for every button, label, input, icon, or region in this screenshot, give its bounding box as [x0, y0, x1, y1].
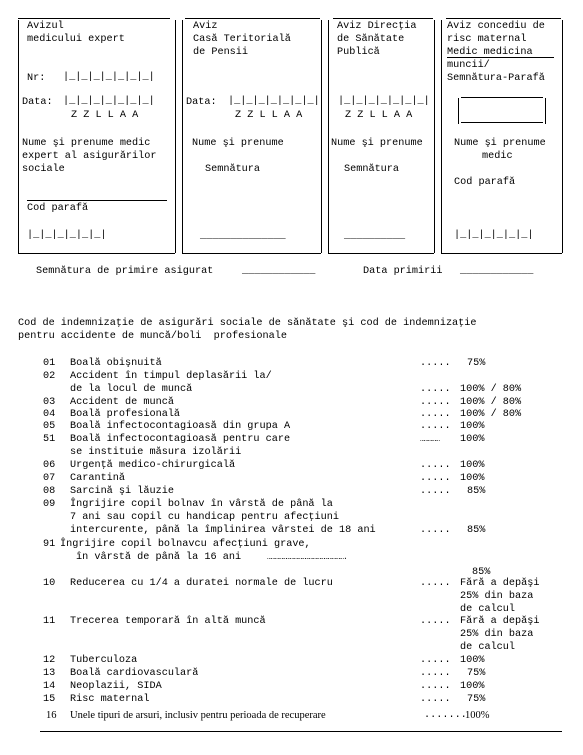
code-number: 10 — [43, 578, 56, 589]
code-number: 91 — [43, 539, 56, 550]
code-description: Risc maternal — [70, 694, 150, 705]
code-number: 15 — [43, 694, 56, 705]
code-description: intercurente, până la împlinirea vârstei de 18 ani — [70, 524, 376, 536]
col1-date-label: Data: — [22, 97, 53, 108]
col2-top-border — [185, 18, 320, 19]
col1-date-format: Z Z L L A A — [71, 110, 139, 121]
code-leader-dots: ..... — [420, 578, 451, 589]
code-number: 14 — [43, 681, 56, 692]
code-percentage: 75% — [467, 668, 486, 679]
col1-name-underline[interactable] — [27, 200, 167, 201]
code-leader-dots: ..... — [420, 524, 451, 536]
code-description: Neoplazii, SIDA — [70, 681, 162, 692]
col4-title-line3: Medic medicina — [447, 47, 533, 58]
col2-name-line1: Nume şi prenume — [192, 138, 284, 149]
col3-title-line3: Publică — [337, 47, 380, 58]
code-number: 09 — [43, 499, 56, 510]
code-percentage: 100% — [465, 710, 490, 721]
code-leader-dots: ..... — [420, 397, 451, 408]
col3-name-line1: Nume şi prenume — [331, 138, 423, 149]
col3-right-border — [434, 20, 435, 253]
code-percentage: 100% / 80% — [460, 409, 522, 420]
code-percentage: 100% — [460, 473, 485, 484]
col1-date-cells[interactable]: |_|_|_|_|_|_|_| — [63, 96, 155, 107]
col1-bottom-border — [18, 253, 175, 254]
code-percentage: 85% — [472, 566, 491, 578]
code-percentage: 100% / 80% — [460, 397, 522, 408]
col1-title-line2: medicului expert — [27, 34, 125, 45]
code-number: 07 — [43, 473, 56, 484]
col2-signature-line[interactable]: ______________ — [200, 231, 286, 242]
code-number: 12 — [43, 655, 56, 666]
code-leader-dots: ..... — [420, 383, 451, 395]
col2-right-border — [321, 20, 322, 253]
col2-date-format: Z Z L L A A — [235, 110, 303, 121]
col2-date-label: Data: — [186, 97, 217, 108]
col4-left-border — [441, 20, 442, 253]
col1-title-line1: Avizul — [27, 21, 64, 32]
code-description: Îngrijire copil bolnav în vârstă de până la — [70, 499, 333, 510]
code-number: 01 — [43, 358, 56, 369]
col1-right-border — [175, 20, 176, 253]
code-description: Boală infectocontagioasă pentru care — [70, 434, 291, 445]
code-number: 05 — [43, 421, 56, 432]
code-leader-dots: ..... — [420, 460, 451, 471]
col1-top-border — [18, 18, 170, 19]
code-percentage: 85% — [467, 486, 486, 497]
col3-title-line1: Aviz Direcţia — [337, 21, 417, 32]
col4-name-line1: Nume şi prenume — [454, 138, 546, 149]
col3-left-border — [328, 20, 329, 253]
receipt-signature-blank[interactable]: ____________ — [242, 266, 316, 277]
code-description: se instituie măsura izolării — [70, 446, 242, 458]
codes-heading-line2: pentru accidente de muncă/boli profesionale — [18, 331, 287, 342]
receipt-date-blank[interactable]: ____________ — [460, 266, 534, 277]
code-number: 06 — [43, 460, 56, 471]
col4-top-border — [446, 18, 561, 19]
code-description: Accident de muncă — [70, 397, 174, 408]
code-leader-dots: ..... — [420, 655, 451, 666]
code-percentage: 75% — [467, 694, 486, 705]
bottom-rule — [40, 731, 562, 732]
code-percentage: de calcul — [460, 603, 516, 615]
code-percentage: 100% — [460, 655, 485, 666]
code-description: Unele tipuri de arsuri, inclusiv pentru perioada de recuperare — [70, 710, 326, 721]
code-leader-dots: ..... — [420, 473, 451, 484]
col1-code-cells[interactable]: |_|_|_|_|_|_| — [27, 230, 107, 241]
col3-title-line2: de Sănătate — [337, 34, 405, 45]
col1-left-border — [18, 20, 19, 253]
stamp-box-bottom — [461, 122, 543, 123]
col2-title-line2: Casă Teritorială — [193, 34, 291, 45]
code-percentage: 100% — [460, 681, 485, 692]
code-percentage: 100% — [460, 434, 485, 445]
code-description: Carantină — [70, 473, 126, 484]
col4-divider — [447, 57, 554, 58]
code-number: 13 — [43, 668, 56, 679]
code-description: în vârstă de până la 16 ani — [76, 551, 242, 563]
col1-code-label: Cod parafă — [27, 203, 89, 214]
code-number: 03 — [43, 397, 56, 408]
code-number: 08 — [43, 486, 56, 497]
code-number: 51 — [43, 434, 56, 445]
code-leader-dots: ..... — [420, 616, 451, 627]
code-description: Boală obişnuită — [70, 358, 162, 369]
code-number: 02 — [43, 371, 56, 382]
code-percentage: 25% din baza — [460, 628, 534, 640]
code-description: de la locul de muncă — [70, 383, 193, 395]
codes-heading-line1: Cod de indemnizaţie de asigurări sociale de sănătate şi cod de indemnizaţie — [18, 318, 477, 329]
col3-date-format: Z Z L L A A — [345, 110, 413, 121]
code-leader-dots: ....... — [424, 710, 467, 721]
col1-name-line1: Nume şi prenume medic — [22, 138, 151, 149]
code-description: Tuberculoza — [70, 655, 138, 666]
col1-name-line3: sociale — [22, 164, 65, 175]
col2-bottom-border — [182, 253, 321, 254]
receipt-date-label: Data primirii — [363, 266, 443, 277]
col4-code-label: Cod parafă — [454, 177, 516, 188]
col3-signature-label: Semnătura — [344, 164, 400, 175]
code-description: Boală infectocontagioasă din grupa A — [70, 421, 291, 432]
col4-title-line1: Aviz concediu de — [447, 21, 545, 32]
col3-bottom-border — [328, 253, 434, 254]
code-description: Accident în timpul deplasării la/ — [70, 371, 272, 382]
receipt-signature-label: Semnătura de primire asigurat — [36, 266, 214, 277]
col4-right-border — [562, 20, 563, 253]
code-percentage: 100% — [460, 421, 485, 432]
code-leader-dots: …………… — [420, 435, 440, 444]
code-leader-dots: ..... — [420, 681, 451, 692]
col1-nr-label: Nr: — [27, 73, 46, 84]
code-description: Reducerea cu 1/4 a duratei normale de lucru — [70, 578, 333, 589]
code-number: 04 — [43, 409, 56, 420]
code-number: 16 — [46, 710, 57, 721]
code-leader-dots: ..... — [420, 486, 451, 497]
code-percentage: Fără a depăşi — [460, 578, 540, 589]
code-description: Urgenţă medico-chirurgicală — [70, 460, 236, 471]
code-description: Trecerea temporară în altă muncă — [70, 616, 266, 627]
code-leader-dots: ..... — [420, 421, 451, 432]
code-leader-dots: ..... — [420, 409, 451, 420]
code-description: Boală profesională — [70, 409, 181, 420]
code-leader-dots: ..... — [420, 694, 451, 705]
col4-code-cells[interactable]: |_|_|_|_|_|_| — [454, 230, 534, 241]
code-number: 11 — [43, 616, 56, 627]
code-description: Boală cardiovasculară — [70, 668, 199, 679]
code-leader-dots: ……………………………………………………. — [267, 552, 347, 562]
col2-date-cells[interactable]: |_|_|_|_|_|_|_| — [228, 96, 320, 107]
col4-bottom-border — [441, 253, 562, 254]
stamp-box[interactable] — [458, 98, 546, 124]
stamp-box-top — [461, 97, 543, 98]
col2-title-line1: Aviz — [193, 21, 218, 32]
col2-signature-label: Semnătura — [205, 164, 261, 175]
code-percentage: 100% / 80% — [460, 383, 522, 395]
code-percentage: 25% din baza — [460, 590, 534, 602]
code-percentage: de calcul — [460, 641, 516, 653]
code-description: Îngrijire copil bolnavcu afecţiuni grave, — [60, 539, 311, 550]
col4-title-line2: risc maternal — [447, 34, 527, 45]
col1-name-line2: expert al asigurărilor — [22, 151, 157, 162]
code-percentage: Fără a depăşi — [460, 616, 540, 627]
col1-nr-cells[interactable]: |_|_|_|_|_|_|_| — [63, 72, 155, 83]
col2-left-border — [182, 20, 183, 253]
code-leader-dots: ..... — [420, 358, 451, 369]
code-percentage: 85% — [467, 524, 486, 536]
col4-title-line4: muncii/ — [447, 60, 490, 71]
code-leader-dots: ..... — [420, 668, 451, 679]
col3-top-border — [333, 18, 433, 19]
col4-title-line5: Semnătura-Parafă — [447, 73, 545, 84]
col3-date-cells[interactable]: |_|_|_|_|_|_|_| — [338, 96, 430, 107]
code-percentage: 100% — [460, 460, 485, 471]
col3-signature-line[interactable]: __________ — [344, 231, 406, 242]
col2-title-line3: de Pensii — [193, 47, 249, 58]
col4-name-line2: medic — [482, 151, 513, 162]
code-description: 7 ani sau copil cu handicap pentru afecţiuni — [70, 511, 339, 523]
code-description: Sarcină şi lăuzie — [70, 486, 174, 497]
code-percentage: 75% — [467, 358, 486, 369]
